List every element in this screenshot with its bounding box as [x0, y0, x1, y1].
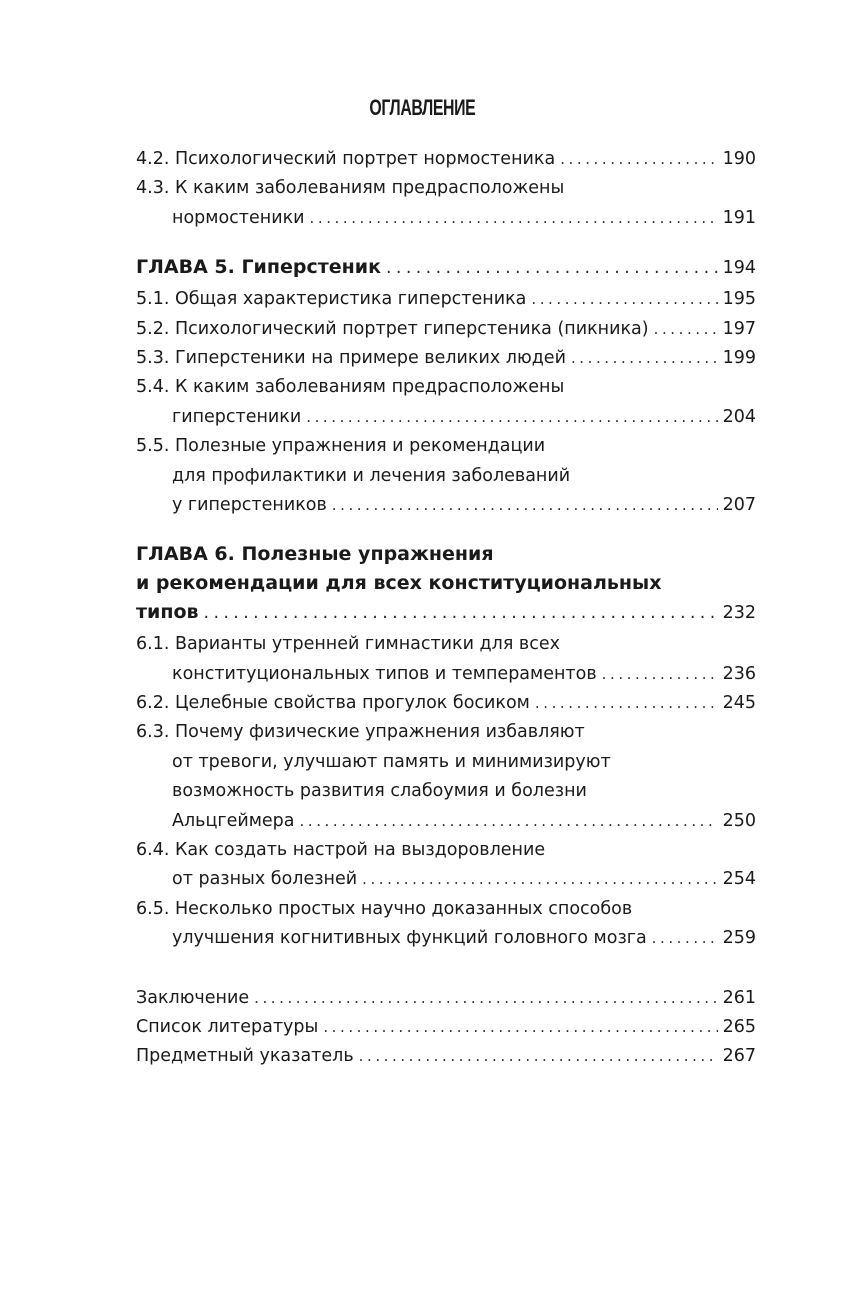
leader-dots: [306, 403, 717, 432]
toc-page-number: 250: [722, 810, 756, 831]
toc-entry-text: Список литературы: [136, 1016, 319, 1037]
chapter-6-heading[interactable]: [136, 540, 756, 627]
toc-entry-text: 6.4. Как создать настрой на выздоровление: [136, 840, 546, 861]
toc-entry-text: конституциональных типов и темпераментов: [172, 663, 597, 684]
toc-entry-5-1[interactable]: [136, 285, 756, 314]
leader-dots: [323, 1013, 717, 1042]
toc-page-number: 195: [722, 289, 756, 310]
leader-dots: [535, 689, 718, 718]
toc-entry-conclusion[interactable]: [136, 984, 756, 1013]
toc-entry-5-5-continued[interactable]: [136, 462, 756, 491]
leader-dots: [654, 315, 718, 344]
leader-dots: [531, 285, 717, 314]
toc-entry-5-4[interactable]: [136, 373, 756, 402]
chapter-title: и рекомендации для всех конституциональных: [136, 572, 662, 595]
toc-entry-text: 6.1. Варианты утренней гимнастики для всех: [136, 634, 560, 655]
leader-dots: [332, 491, 718, 520]
table-of-contents: [136, 145, 756, 1072]
toc-page-number: 207: [722, 494, 756, 515]
leader-dots: [300, 807, 718, 836]
toc-entry-text: гиперстеники: [172, 406, 302, 427]
toc-entry-text: Заключение: [136, 987, 250, 1008]
toc-entry-text: 5.2. Психологический портрет гиперстеника (пикника): [136, 318, 649, 339]
toc-entry-text: от разных болезней: [172, 869, 358, 890]
chapter-title: типов: [136, 601, 199, 624]
toc-entry-text: 6.5. Несколько простых научно доказанных способов: [136, 898, 633, 919]
toc-entry-4-3[interactable]: [136, 174, 756, 203]
toc-page-number: 232: [722, 603, 756, 624]
leader-dots: [310, 204, 718, 233]
toc-entry-text: у гиперстеников: [172, 494, 327, 515]
toc-entry-6-3[interactable]: [136, 718, 756, 747]
toc-entry-text: Альцгеймера: [172, 810, 295, 831]
toc-entry-5-5[interactable]: [136, 432, 756, 461]
toc-entry-6-4[interactable]: [136, 836, 756, 865]
toc-entry-6-1[interactable]: [136, 630, 756, 659]
toc-entry-text: нормостеники: [172, 207, 305, 228]
toc-entry-text: 5.1. Общая характеристика гиперстеника: [136, 289, 527, 310]
toc-entry-5-5-continued[interactable]: [136, 491, 756, 520]
toc-page-number: 267: [722, 1046, 756, 1067]
toc-page-number: 190: [722, 149, 756, 169]
toc-page-number: 261: [722, 987, 756, 1008]
toc-page-number: 191: [722, 207, 756, 228]
toc-entry-subject-index[interactable]: [136, 1042, 756, 1071]
leader-dots: [571, 344, 718, 373]
toc-entry-text: 6.3. Почему физические упражнения избавляют: [136, 722, 585, 743]
toc-page-number: 204: [722, 406, 756, 427]
toc-entry-text: 4.2. Психологический портрет нормостеника: [136, 149, 556, 169]
toc-entry-4-3-continued[interactable]: [136, 204, 756, 233]
toc-entry-6-5-continued[interactable]: [136, 924, 756, 953]
chapter-title: ГЛАВА 6. Полезные упражнения: [136, 543, 494, 566]
toc-entry-6-3-continued[interactable]: [136, 807, 756, 836]
toc-page-number: 236: [722, 663, 756, 684]
leader-dots: [254, 984, 717, 1013]
toc-entry-6-5[interactable]: [136, 895, 756, 924]
toc-entry-text: улучшения когнитивных функций головного мозга: [172, 928, 647, 949]
leader-dots: [560, 145, 717, 174]
toc-entry-5-3[interactable]: [136, 344, 756, 373]
toc-entry-6-3-continued[interactable]: [136, 748, 756, 777]
toc-entry-5-4-continued[interactable]: [136, 403, 756, 432]
toc-entry-6-1-continued[interactable]: [136, 660, 756, 689]
toc-page-number: 254: [722, 869, 756, 890]
chapter-5-heading[interactable]: [136, 253, 756, 282]
toc-page-number: 259: [722, 928, 756, 949]
toc-entry-5-2[interactable]: [136, 315, 756, 344]
toc-entry-text: 5.5. Полезные упражнения и рекомендации: [136, 436, 546, 457]
chapter-title: ГЛАВА 5. Гиперстеник: [136, 256, 381, 279]
leader-dots: [652, 924, 718, 953]
toc-entry-text: 4.3. К каким заболеваниям предрасположены: [136, 178, 565, 199]
toc-page-number: 265: [722, 1016, 756, 1037]
leader-dots: [602, 660, 718, 689]
toc-entry-text: 5.4. К каким заболеваниям предрасположены: [136, 377, 565, 398]
toc-page-number: 197: [722, 318, 756, 339]
toc-entry-text: Предметный указатель: [136, 1046, 354, 1067]
leader-dots: [359, 1042, 718, 1071]
toc-entry-text: 6.2. Целебные свойства прогулок босиком: [136, 693, 530, 714]
leader-dots: [386, 254, 718, 283]
toc-entry-text: от тревоги, улучшают память и минимизируют: [172, 751, 611, 772]
toc-entry-text: 5.3. Гиперстеники на примере великих людей: [136, 347, 566, 368]
toc-entry-bibliography[interactable]: [136, 1013, 756, 1042]
toc-entry-6-3-continued[interactable]: [136, 777, 756, 806]
toc-page-number: 194: [722, 258, 756, 279]
toc-entry-text: возможность развития слабоумия и болезни: [172, 781, 587, 802]
leader-dots: [362, 865, 717, 894]
toc-entry-4-2[interactable]: [136, 145, 756, 174]
toc-page-number: 245: [722, 693, 756, 714]
toc-entry-text: для профилактики и лечения заболеваний: [172, 465, 571, 486]
toc-entry-6-2[interactable]: [136, 689, 756, 718]
page-title: ОГЛАВЛЕНИЕ: [369, 95, 476, 120]
leader-dots: [204, 599, 718, 628]
toc-page-number: 199: [722, 347, 756, 368]
toc-entry-6-4-continued[interactable]: [136, 865, 756, 894]
